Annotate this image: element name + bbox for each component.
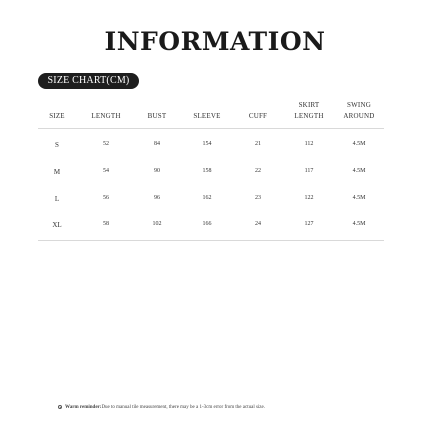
table-cell: 158 [202, 168, 212, 174]
table-cell: 24 [255, 221, 261, 227]
table-cell: 52 [103, 141, 109, 147]
table-top-divider [38, 128, 384, 129]
column-header-line1: SWING [347, 101, 371, 109]
table-cell: 54 [103, 168, 109, 174]
table-cell: 23 [255, 195, 261, 201]
bullet-icon [58, 405, 62, 409]
table-bottom-divider [38, 240, 384, 241]
table-cell: 166 [202, 221, 212, 227]
table-cell: 4.5M [352, 195, 366, 201]
table-cell: 58 [103, 221, 109, 227]
table-cell: 96 [154, 195, 160, 201]
table-cell: 90 [154, 168, 160, 174]
column-header-line2: AROUND [343, 112, 375, 120]
table-cell: 102 [152, 221, 162, 227]
table-cell: 56 [103, 195, 109, 201]
table-cell: 21 [255, 141, 261, 147]
table-cell: 122 [304, 195, 314, 201]
column-header-line2: BUST [147, 112, 167, 120]
size-label-cell: S [55, 141, 59, 149]
table-cell: 84 [154, 141, 160, 147]
column-header-line2: SIZE [49, 112, 65, 120]
size-label-cell: M [53, 168, 61, 176]
size-label-cell: L [54, 195, 60, 203]
table-cell: 4.5M [352, 221, 366, 227]
column-header-line1: SKIRT [298, 101, 320, 109]
table-cell: 154 [202, 141, 212, 147]
warm-reminder-note [58, 405, 265, 410]
table-cell: 4.5M [352, 141, 366, 147]
table-cell: 117 [304, 168, 314, 174]
table-cell: 127 [304, 221, 314, 227]
size-chart-tag: SIZE CHART(CM) [38, 73, 139, 89]
column-header-line2: LENGTH [294, 112, 324, 120]
note-text: Due to manual tile measurement, there may be a 1-3cm error from the actual size. [101, 405, 265, 411]
table-cell: 112 [304, 141, 314, 147]
note-label: Warm reminder: [65, 405, 102, 411]
table-cell: 22 [255, 168, 261, 174]
column-header-line2: SLEEVE [193, 112, 221, 120]
table-cell: 162 [202, 195, 212, 201]
page-title: INFORMATION [104, 27, 326, 56]
size-label-cell: XL [52, 221, 62, 229]
column-header-line2: LENGTH [91, 112, 121, 120]
column-header-line2: CUFF [248, 112, 268, 120]
table-cell: 4.5M [352, 168, 366, 174]
